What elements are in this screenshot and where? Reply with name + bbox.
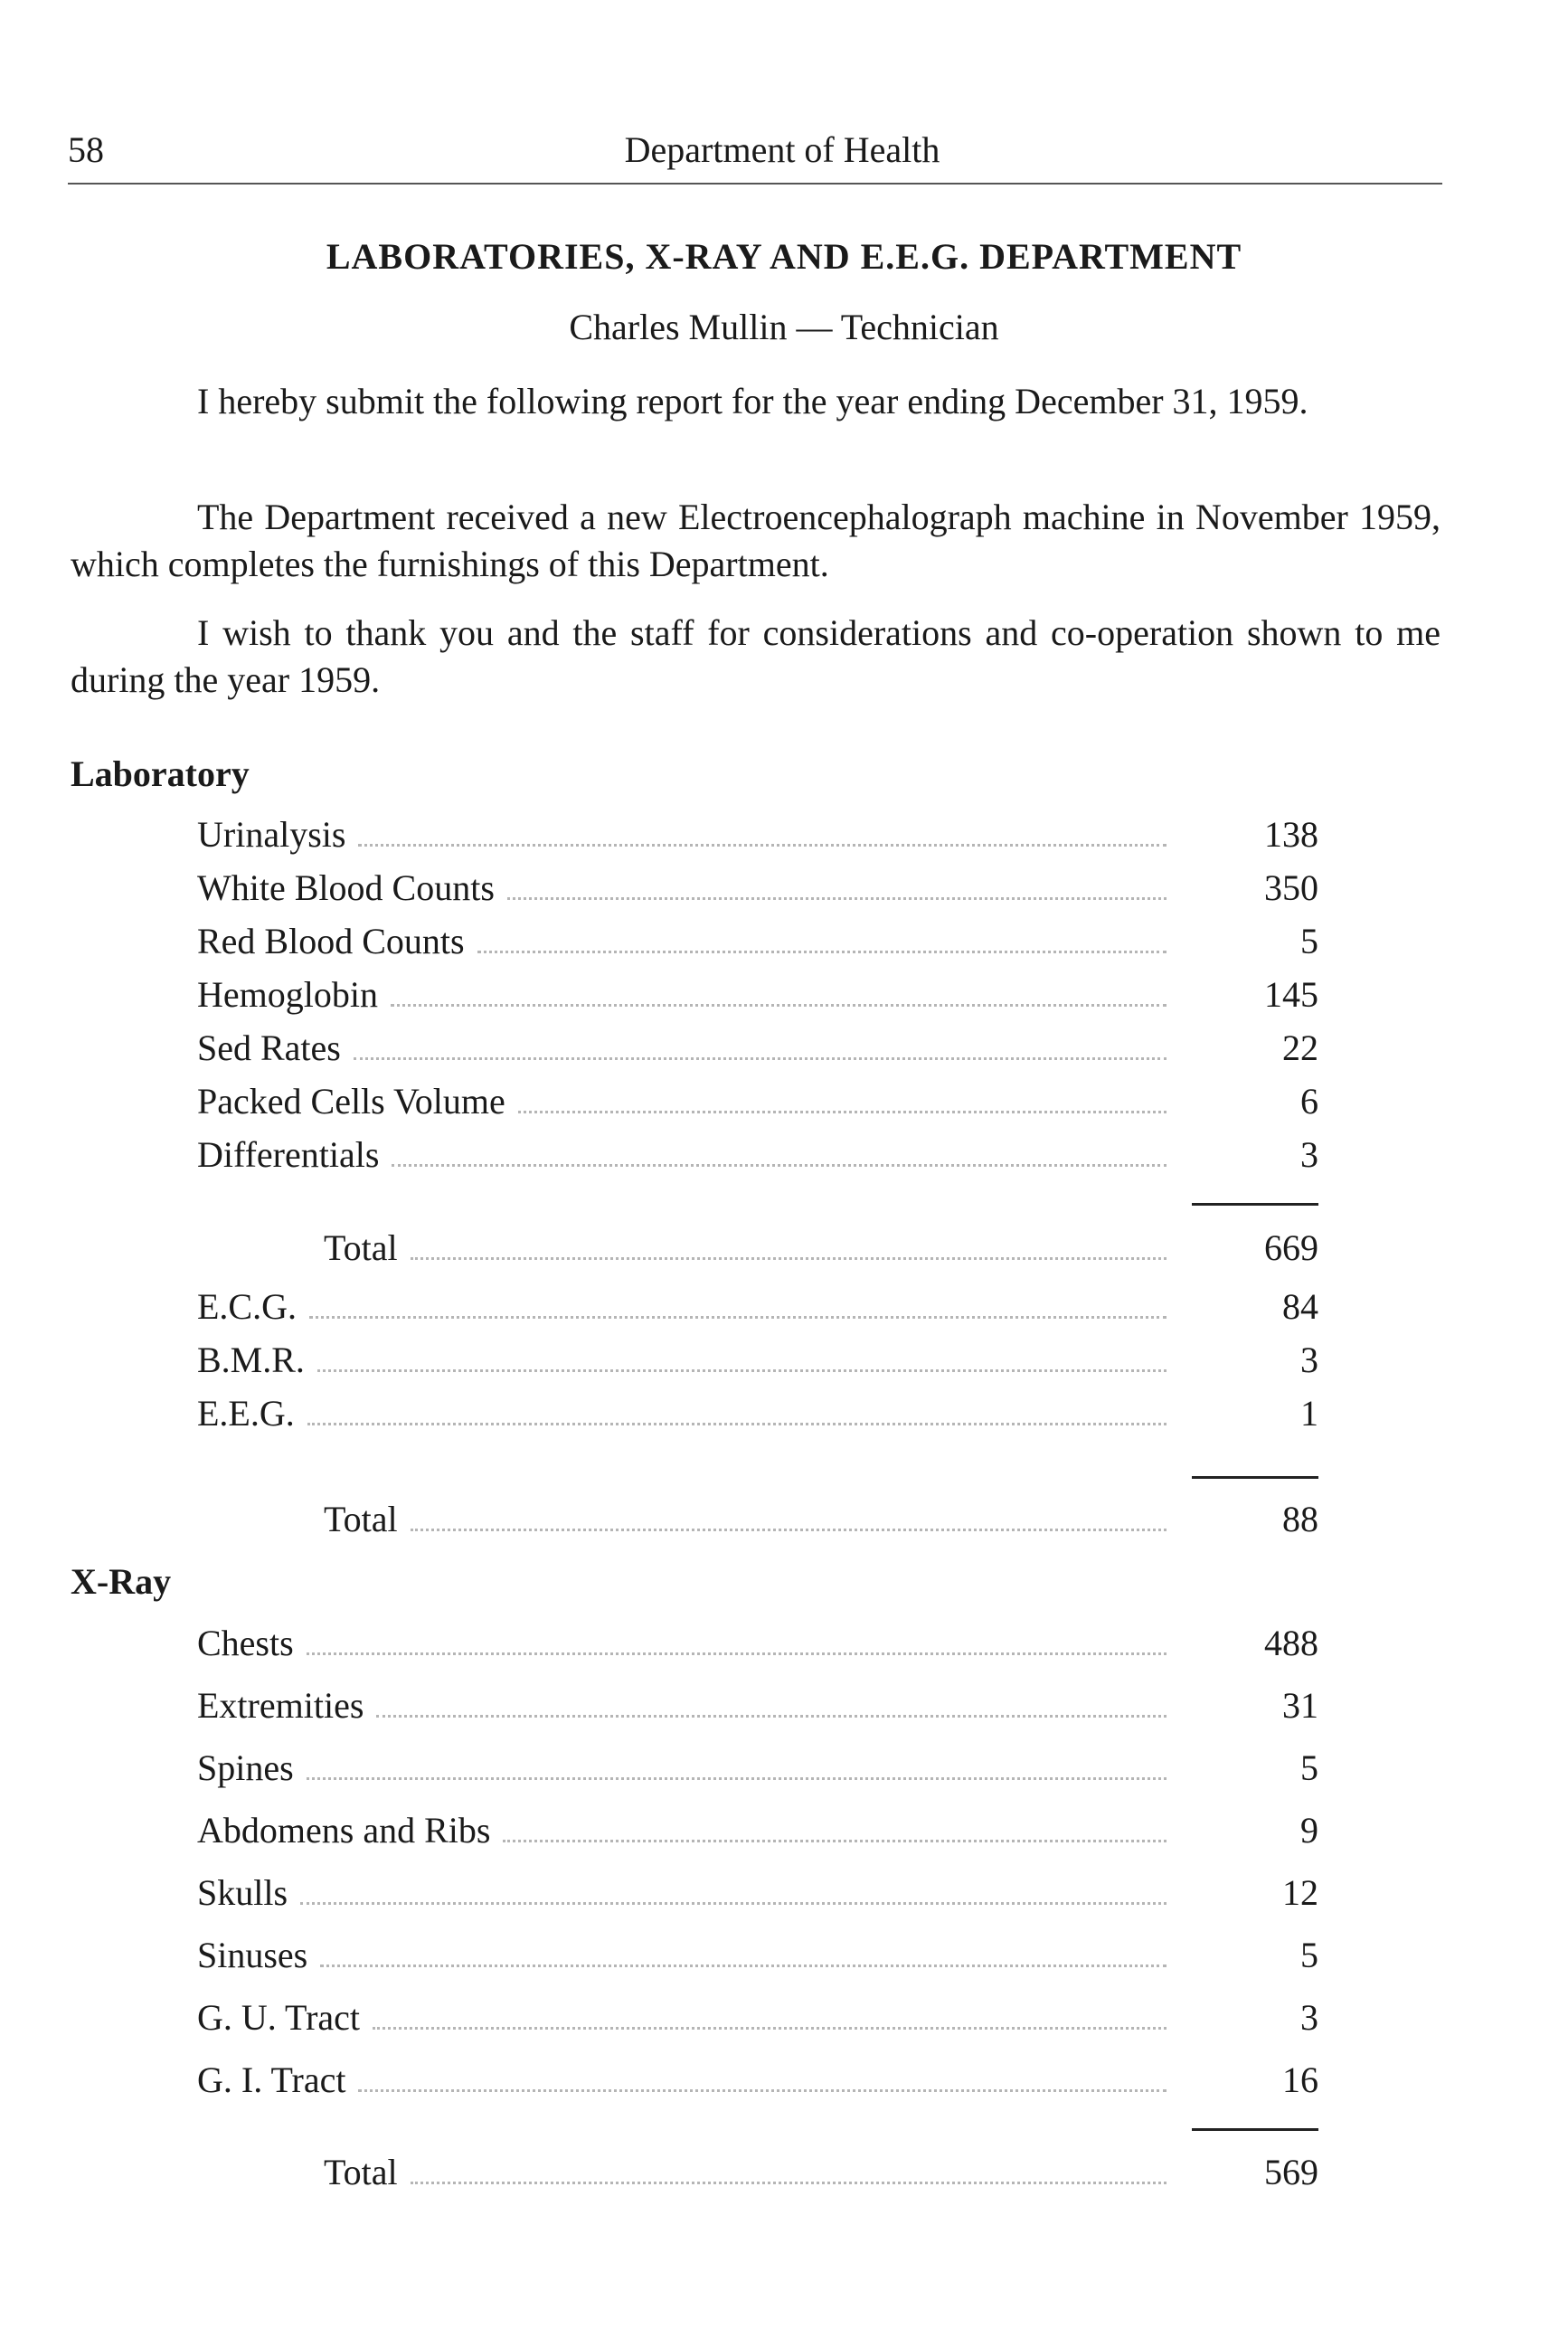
- row-label: Hemoglobin: [197, 974, 378, 1015]
- row-label: Skulls: [197, 1872, 288, 1913]
- dot-leader: [376, 1715, 1167, 1718]
- row-label: Packed Cells Volume: [197, 1081, 505, 1122]
- row-label: Urinalysis: [197, 814, 346, 855]
- row-value: 6: [1300, 1081, 1318, 1122]
- dot-leader: [507, 897, 1167, 900]
- dot-leader: [358, 844, 1167, 847]
- dot-leader: [411, 1529, 1167, 1531]
- dot-leader: [477, 951, 1167, 953]
- row-value: 3: [1300, 1997, 1318, 2038]
- running-title: Department of Health: [624, 129, 940, 170]
- row-label: G. I. Tract: [197, 2059, 346, 2100]
- row-label: White Blood Counts: [197, 867, 495, 908]
- dot-leader: [392, 1164, 1167, 1167]
- row-value: 145: [1264, 974, 1318, 1015]
- dot-leader: [503, 1840, 1167, 1842]
- dot-leader: [518, 1111, 1167, 1113]
- total-row: [324, 1226, 1318, 1271]
- row-value: 1: [1300, 1393, 1318, 1434]
- table-row: [197, 1026, 1318, 1071]
- table-row: [197, 1284, 1318, 1330]
- dot-leader: [309, 1316, 1167, 1319]
- dot-leader: [391, 1004, 1167, 1007]
- row-value: 5: [1300, 1747, 1318, 1788]
- table-row: [197, 812, 1318, 857]
- xray-heading: X-Ray: [71, 1561, 172, 1602]
- total-label: Total: [324, 2152, 398, 2192]
- table-row: [197, 1132, 1318, 1178]
- row-value: 488: [1264, 1623, 1318, 1663]
- row-label: Extremities: [197, 1685, 364, 1726]
- row-value: 31: [1282, 1685, 1318, 1726]
- page-number: 58: [68, 129, 104, 170]
- row-label: Sed Rates: [197, 1027, 341, 1068]
- row-label: E.E.G.: [197, 1393, 295, 1434]
- row-label: Sinuses: [197, 1935, 308, 1975]
- dot-leader: [320, 1965, 1167, 1967]
- row-label: Spines: [197, 1747, 294, 1788]
- total-rule: [1192, 1476, 1318, 1479]
- section-title: LABORATORIES, X-RAY AND E.E.G. DEPARTMENT: [326, 236, 1242, 277]
- row-label: B.M.R.: [197, 1340, 305, 1380]
- paragraph-thanks: I wish to thank you and the staff for considerations and co-operation shown to me during the year 1959.: [71, 612, 1440, 700]
- paragraph-new-machine: The Department received a new Electroencephalograph machine in November 1959, which completes the furnishings of this Department.: [71, 497, 1440, 584]
- total-row: [324, 1497, 1318, 1542]
- total-label: Total: [324, 1227, 398, 1268]
- table-row: [197, 1995, 1318, 2040]
- row-label: E.C.G.: [197, 1286, 297, 1327]
- row-label: G. U. Tract: [197, 1997, 361, 2038]
- dot-leader: [358, 2089, 1167, 2092]
- total-row: [324, 2150, 1318, 2195]
- row-value: 3: [1300, 1134, 1318, 1175]
- row-value: 16: [1282, 2059, 1318, 2100]
- row-value: 9: [1300, 1810, 1318, 1851]
- table-row: [197, 1621, 1318, 1666]
- table-row: [197, 866, 1318, 911]
- dot-leader: [307, 1652, 1167, 1655]
- row-value: 84: [1282, 1286, 1318, 1327]
- row-value: 350: [1264, 867, 1318, 908]
- row-value: 12: [1282, 1872, 1318, 1913]
- table-row: [197, 972, 1318, 1018]
- table-row: [197, 1808, 1318, 1853]
- row-label: Chests: [197, 1623, 294, 1663]
- row-label: Differentials: [197, 1134, 380, 1175]
- byline: Charles Mullin — Technician: [569, 307, 999, 347]
- table-row: [197, 1870, 1318, 1916]
- total-rule: [1192, 2128, 1318, 2131]
- table-row: [197, 1683, 1318, 1728]
- dot-leader: [300, 1902, 1167, 1905]
- row-value: 22: [1282, 1027, 1318, 1068]
- paragraph-report-submission: I hereby submit the following report for the year ending December 31, 1959.: [197, 381, 1308, 421]
- table-row: [197, 1933, 1318, 1978]
- row-value: 5: [1300, 1935, 1318, 1975]
- dot-leader: [373, 2027, 1167, 2030]
- row-value: 138: [1264, 814, 1318, 855]
- row-label: Red Blood Counts: [197, 921, 465, 961]
- total-rule: [1192, 1203, 1318, 1206]
- laboratory-heading: Laboratory: [71, 753, 250, 794]
- row-value: 5: [1300, 921, 1318, 961]
- dot-leader: [354, 1057, 1167, 1060]
- table-row: [197, 2058, 1318, 2103]
- total-value: 88: [1282, 1499, 1318, 1539]
- dot-leader: [307, 1423, 1167, 1425]
- page-header: [68, 128, 1442, 185]
- table-row: [197, 1079, 1318, 1124]
- dot-leader: [411, 1257, 1167, 1260]
- table-row: [197, 1746, 1318, 1791]
- dot-leader: [317, 1369, 1167, 1372]
- table-row: [197, 1391, 1318, 1436]
- total-value: 669: [1264, 1227, 1318, 1268]
- table-row: [197, 1338, 1318, 1383]
- dot-leader: [411, 2182, 1167, 2184]
- dot-leader: [307, 1777, 1167, 1780]
- table-row: [197, 919, 1318, 964]
- row-value: 3: [1300, 1340, 1318, 1380]
- total-value: 569: [1264, 2152, 1318, 2192]
- row-label: Abdomens and Ribs: [197, 1810, 491, 1851]
- total-label: Total: [324, 1499, 398, 1539]
